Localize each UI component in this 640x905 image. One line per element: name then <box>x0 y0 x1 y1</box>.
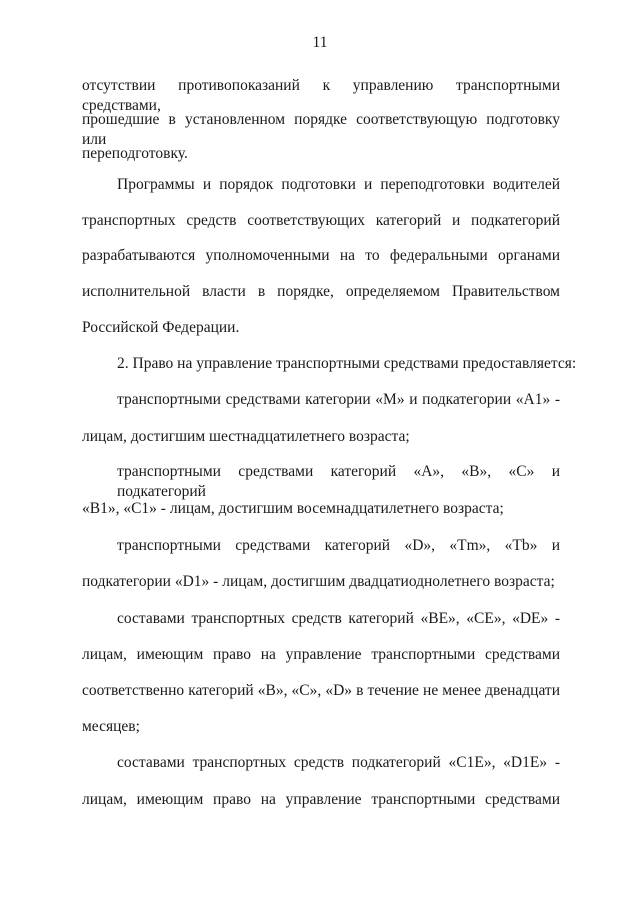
text-line: транспортными средствами категорий «D», «Tm», «Tb» и <box>117 537 560 554</box>
page-number: 11 <box>312 34 328 51</box>
text-line: Российской Федерации. <box>82 319 240 336</box>
text-line: разрабатываются уполномоченными на то федеральными органами <box>82 247 560 264</box>
text-line: 2. Право на управление транспортными средствами предоставляется: <box>117 355 577 372</box>
text-line: месяцев; <box>82 718 140 735</box>
text-line: исполнительной власти в порядке, определяемом Правительством <box>82 283 560 300</box>
text-line: транспортными средствами категорий «А», «В», «С» и подкатегорий <box>117 463 560 500</box>
text-line: составами транспортных средств подкатегорий «C1E», «D1E» - <box>117 754 560 771</box>
text-line: Программы и порядок подготовки и переподготовки водителей <box>117 176 560 193</box>
text-line: лицам, имеющим право на управление транспортными средствами <box>82 646 560 663</box>
text-line: «B1», «C1» - лицам, достигшим восемнадцатилетнего возраста; <box>82 500 504 517</box>
text-line: транспортными средствами категории «М» и подкатегории «A1» - <box>117 391 560 408</box>
text-line: прошедшие в установленном порядке соответствующую подготовку или <box>82 111 560 148</box>
text-line: переподготовку. <box>82 145 188 162</box>
text-line: соответственно категорий «B», «C», «D» в течение не менее двенадцати <box>82 682 560 699</box>
text-line: составами транспортных средств категорий «BE», «CE», «DE» - <box>117 610 560 627</box>
text-line: подкатегории «D1» - лицам, достигшим двадцатиоднолетнего возраста; <box>82 573 555 590</box>
text-line: отсутствии противопоказаний к управлению транспортными средствами, <box>82 77 560 114</box>
text-line: транспортных средств соответствующих категорий и подкатегорий <box>82 212 560 229</box>
text-line: лицам, имеющим право на управление транспортными средствами <box>82 791 560 808</box>
text-line: лицам, достигшим шестнадцатилетнего возраста; <box>82 428 410 445</box>
